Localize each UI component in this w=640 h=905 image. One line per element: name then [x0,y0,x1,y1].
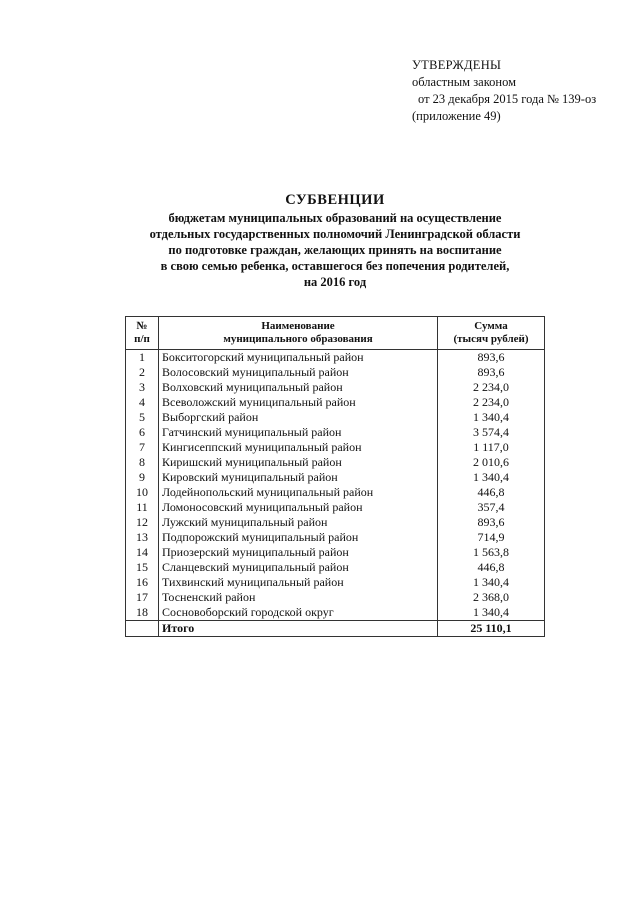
row-name: Ломоносовский муниципальный район [159,500,438,515]
row-num: 4 [126,395,159,410]
table-row [126,470,545,485]
row-name: Киришский муниципальный район [159,455,438,470]
table-row [126,605,545,621]
table-row [126,455,545,470]
row-num: 15 [126,560,159,575]
table-row [126,350,545,366]
row-sum: 1 340,4 [438,605,545,621]
row-num: 13 [126,530,159,545]
row-sum: 1 340,4 [438,470,545,485]
row-num: 10 [126,485,159,500]
row-sum: 714,9 [438,530,545,545]
table-row [126,575,545,590]
header-name-line1: Наименование [261,320,335,332]
total-row [126,621,545,637]
header-num-line2: п/п [134,333,150,345]
row-sum: 2 234,0 [438,380,545,395]
row-sum: 1 563,8 [438,545,545,560]
row-sum: 1 117,0 [438,440,545,455]
table-header-row [126,317,545,350]
title-line: бюджетам муниципальных образований на осуществление [168,211,502,225]
row-sum: 446,8 [438,485,545,500]
row-name: Лужский муниципальный район [159,515,438,530]
table-row [126,485,545,500]
row-name: Тосненский район [159,590,438,605]
table-row [126,425,545,440]
header-name [159,317,438,350]
title-line: на 2016 год [303,275,367,289]
row-sum: 2 368,0 [438,590,545,605]
row-num: 16 [126,575,159,590]
table-row [126,590,545,605]
row-name: Волховский муниципальный район [159,380,438,395]
row-sum: 446,8 [438,560,545,575]
row-sum: 3 574,4 [438,425,545,440]
row-num: 18 [126,605,159,621]
header-num-line1: № [136,320,148,332]
total-sum: 25 110,1 [438,621,545,637]
table-row [126,515,545,530]
table-row [126,395,545,410]
row-sum: 2 234,0 [438,395,545,410]
subventions-table [125,316,545,637]
approval-stamp [412,57,632,125]
row-num: 6 [126,425,159,440]
row-num: 3 [126,380,159,395]
row-name: Приозерский муниципальный район [159,545,438,560]
table-row [126,530,545,545]
title-line: отдельных государственных полномочий Ленинградской области [149,227,521,241]
document-title [100,190,570,290]
row-name: Сосновоборский городской округ [159,605,438,621]
row-num: 7 [126,440,159,455]
approval-law: областным законом [412,75,517,89]
row-name: Лодейнопольский муниципальный район [159,485,438,500]
row-name: Кировский муниципальный район [159,470,438,485]
table-row [126,365,545,380]
row-name: Тихвинский муниципальный район [159,575,438,590]
table-row [126,410,545,425]
table-row [126,500,545,515]
row-sum: 1 340,4 [438,410,545,425]
approval-date: от 23 декабря 2015 года № 139-оз [418,92,597,106]
row-num: 17 [126,590,159,605]
row-name: Бокситогорский муниципальный район [159,350,438,366]
row-name: Подпорожский муниципальный район [159,530,438,545]
row-num: 2 [126,365,159,380]
total-label: Итого [159,621,438,637]
row-num: 8 [126,455,159,470]
row-name: Всеволожский муниципальный район [159,395,438,410]
row-name: Кингисеппский муниципальный район [159,440,438,455]
header-name-line2: муниципального образования [223,333,373,345]
table-row [126,380,545,395]
row-sum: 1 340,4 [438,575,545,590]
total-num-cell [126,621,159,637]
row-sum: 893,6 [438,350,545,366]
header-sum [438,317,545,350]
approval-appendix: (приложение 49) [412,109,501,123]
header-sum-line1: Сумма [474,320,508,332]
row-num: 11 [126,500,159,515]
row-num: 12 [126,515,159,530]
table-row [126,440,545,455]
header-sum-line2: (тысяч рублей) [453,333,529,345]
approval-title: УТВЕРЖДЕНЫ [412,58,502,72]
table-row [126,560,545,575]
title-line: по подготовке граждан, желающих принять на воспитание [168,243,502,257]
title-line: в свою семью ребенка, оставшегося без попечения родителей, [160,259,510,273]
row-num: 9 [126,470,159,485]
table-row [126,545,545,560]
row-name: Сланцевский муниципальный район [159,560,438,575]
row-name: Выборгский район [159,410,438,425]
header-num [126,317,159,350]
row-sum: 357,4 [438,500,545,515]
row-sum: 2 010,6 [438,455,545,470]
row-num: 1 [126,350,159,366]
row-num: 14 [126,545,159,560]
row-name: Гатчинский муниципальный район [159,425,438,440]
title-main: СУБВЕНЦИИ [285,192,385,208]
row-num: 5 [126,410,159,425]
row-sum: 893,6 [438,365,545,380]
row-sum: 893,6 [438,515,545,530]
row-name: Волосовский муниципальный район [159,365,438,380]
